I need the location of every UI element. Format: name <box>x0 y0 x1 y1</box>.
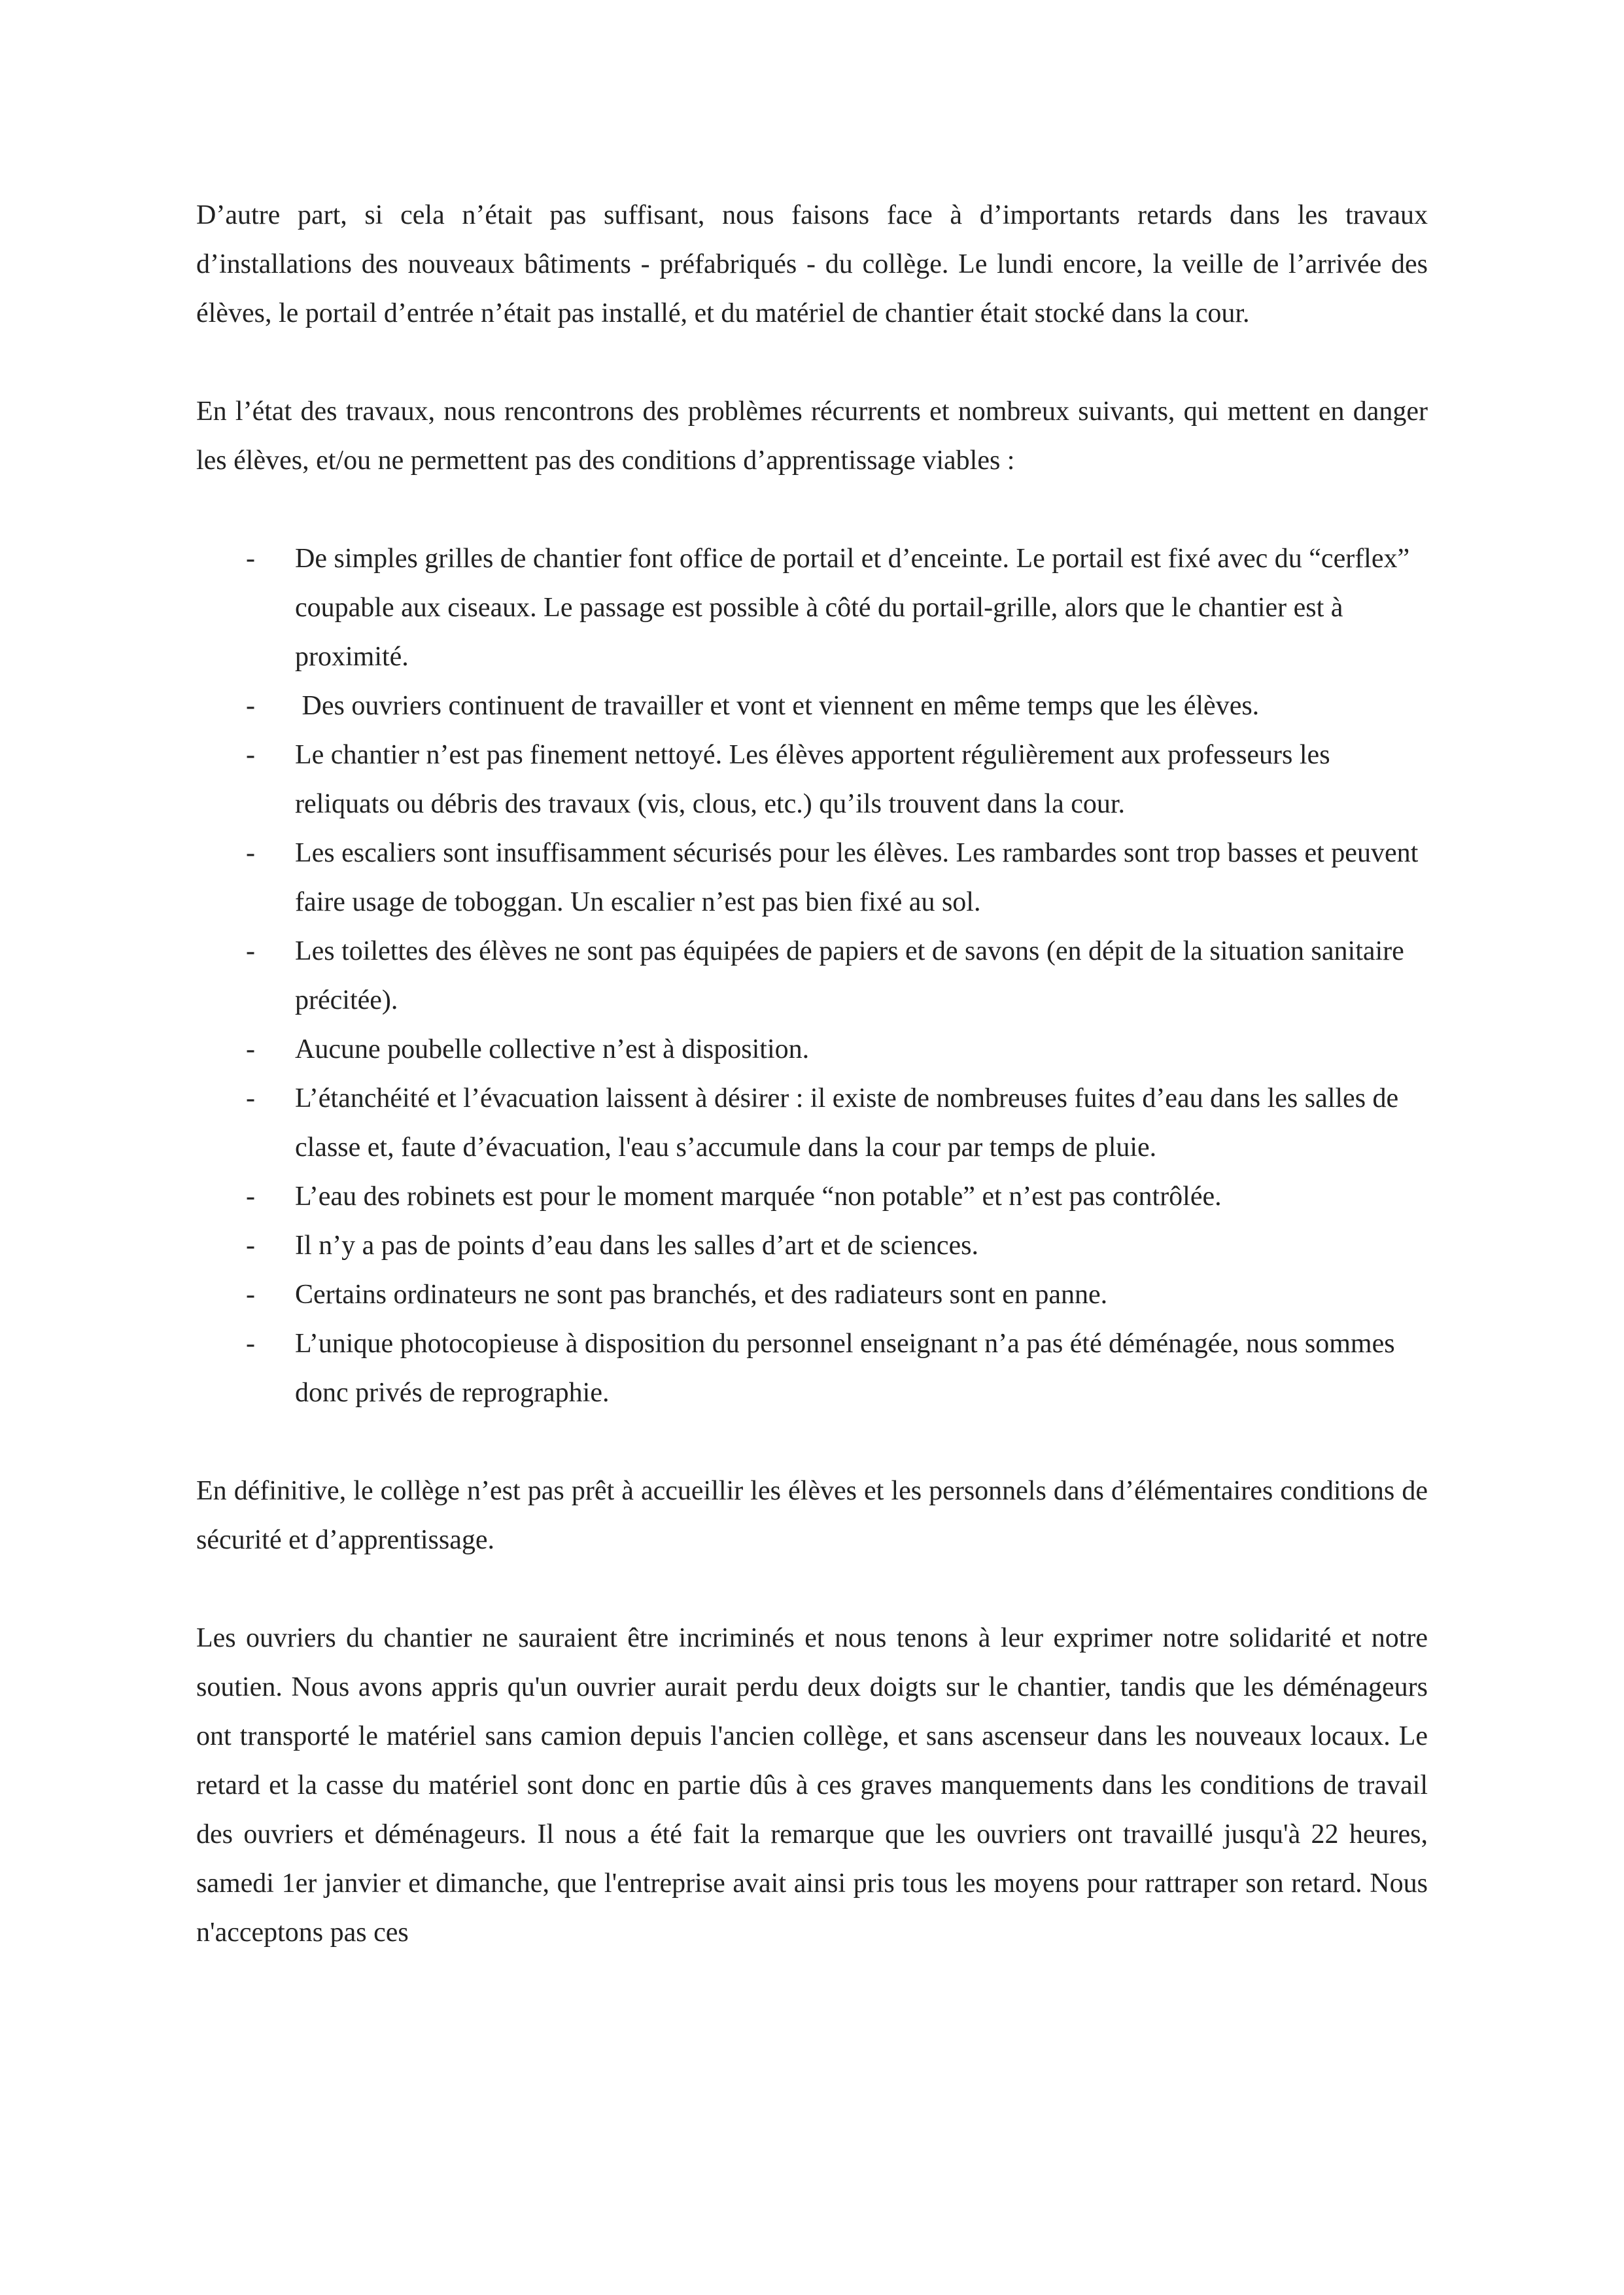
list-item-text: Il n’y a pas de points d’eau dans les salles d’art et de sciences. <box>295 1231 978 1261</box>
list-item <box>196 682 1428 731</box>
list-item-text: Aucune poubelle collective n’est à disposition. <box>295 1034 810 1064</box>
list-dash: - <box>246 691 255 721</box>
list-dash: - <box>246 740 255 770</box>
list-item <box>196 829 1428 927</box>
list-dash: - <box>246 1231 255 1261</box>
list-item-text: L’étanchéité et l’évacuation laissent à désirer : il existe de nombreuses fuites d’eau dans les salles de classe et, faute d’évacuation, l'eau s’accumule dans la cour par temps de pluie. <box>295 1083 1399 1163</box>
list-item-text: De simples grilles de chantier font office de portail et d’enceinte. Le portail est fixé avec du “cerflex” coupable aux ciseaux. Le passage est possible à côté du portail-grille, alors que le chantier est à proximité. <box>295 544 1410 672</box>
list-dash: - <box>246 1083 255 1113</box>
list-item <box>196 731 1428 829</box>
list-item <box>196 927 1428 1025</box>
paragraph-workers-solidarity: Les ouvriers du chantier ne sauraient être incriminés et nous tenons à leur exprimer notre solidarité et notre soutien. Nous avons appris qu'un ouvrier aurait perdu deux doigts sur le chantier, tandis que les déménageurs ont transporté le matériel sans camion depuis l'ancien collège, et sans ascenseur dans les nouveaux locaux. Le retard et la casse du matériel sont donc en partie dûs à ces graves manquements dans les conditions de travail des ouvriers et déménageurs. Il nous a été fait la remarque que les ouvriers ont travaillé jusqu'à 22 heures, samedi 1er janvier et dimanche, que l'entreprise avait ainsi pris tous les moyens pour rattraper son retard. Nous n'acceptons pas ces <box>196 1623 1428 1948</box>
list-item-text: L’eau des robinets est pour le moment marquée “non potable” et n’est pas contrôlée. <box>295 1182 1222 1212</box>
list-dash: - <box>246 1182 255 1212</box>
list-dash: - <box>246 1329 255 1359</box>
list-item <box>196 1172 1428 1221</box>
list-item <box>196 1221 1428 1270</box>
list-item-text: Les toilettes des élèves ne sont pas équipées de papiers et de savons (en dépit de la situation sanitaire précitée). <box>295 936 1404 1015</box>
list-item <box>196 534 1428 682</box>
list-item-text: L’unique photocopieuse à disposition du personnel enseignant n’a pas été déménagée, nous sommes donc privés de reprographie. <box>295 1329 1395 1408</box>
list-dash: - <box>246 936 255 966</box>
list-item <box>196 1320 1428 1418</box>
list-dash: - <box>246 838 255 868</box>
list-dash: - <box>246 544 255 574</box>
paragraph-construction-delays: D’autre part, si cela n’était pas suffisant, nous faisons face à d’importants retards dans les travaux d’installations des nouveaux bâtiments - préfabriqués - du collège. Le lundi encore, la veille de l’arrivée des élèves, le portail d’entrée n’était pas installé, et du matériel de chantier était stocké dans la cour. <box>196 200 1428 328</box>
list-item <box>196 1270 1428 1320</box>
list-item <box>196 1025 1428 1074</box>
list-item-text: Le chantier n’est pas finement nettoyé. Les élèves apportent régulièrement aux professeurs les reliquats ou débris des travaux (vis, clous, etc.) qu’ils trouvent dans la cour. <box>295 740 1330 819</box>
list-dash: - <box>246 1280 255 1310</box>
list-item-text: Certains ordinateurs ne sont pas branchés, et des radiateurs sont en panne. <box>295 1280 1108 1310</box>
paragraph-conclusion: En définitive, le collège n’est pas prêt à accueillir les élèves et les personnels dans d’élémentaires conditions de sécurité et d’apprentissage. <box>196 1476 1428 1555</box>
paragraph-problems-intro: En l’état des travaux, nous rencontrons des problèmes récurrents et nombreux suivants, qui mettent en danger les élèves, et/ou ne permettent pas des conditions d’apprentissage viables : <box>196 396 1428 476</box>
list-item-text: Les escaliers sont insuffisamment sécurisés pour les élèves. Les rambardes sont trop basses et peuvent faire usage de toboggan. Un escalier n’est pas bien fixé au sol. <box>295 838 1419 917</box>
document-page <box>196 191 1428 2006</box>
list-item <box>196 1074 1428 1172</box>
list-dash: - <box>246 1034 255 1064</box>
list-item-text: Des ouvriers continuent de travailler et vont et viennent en même temps que les élèves. <box>295 691 1260 721</box>
problems-list <box>196 534 1428 1418</box>
